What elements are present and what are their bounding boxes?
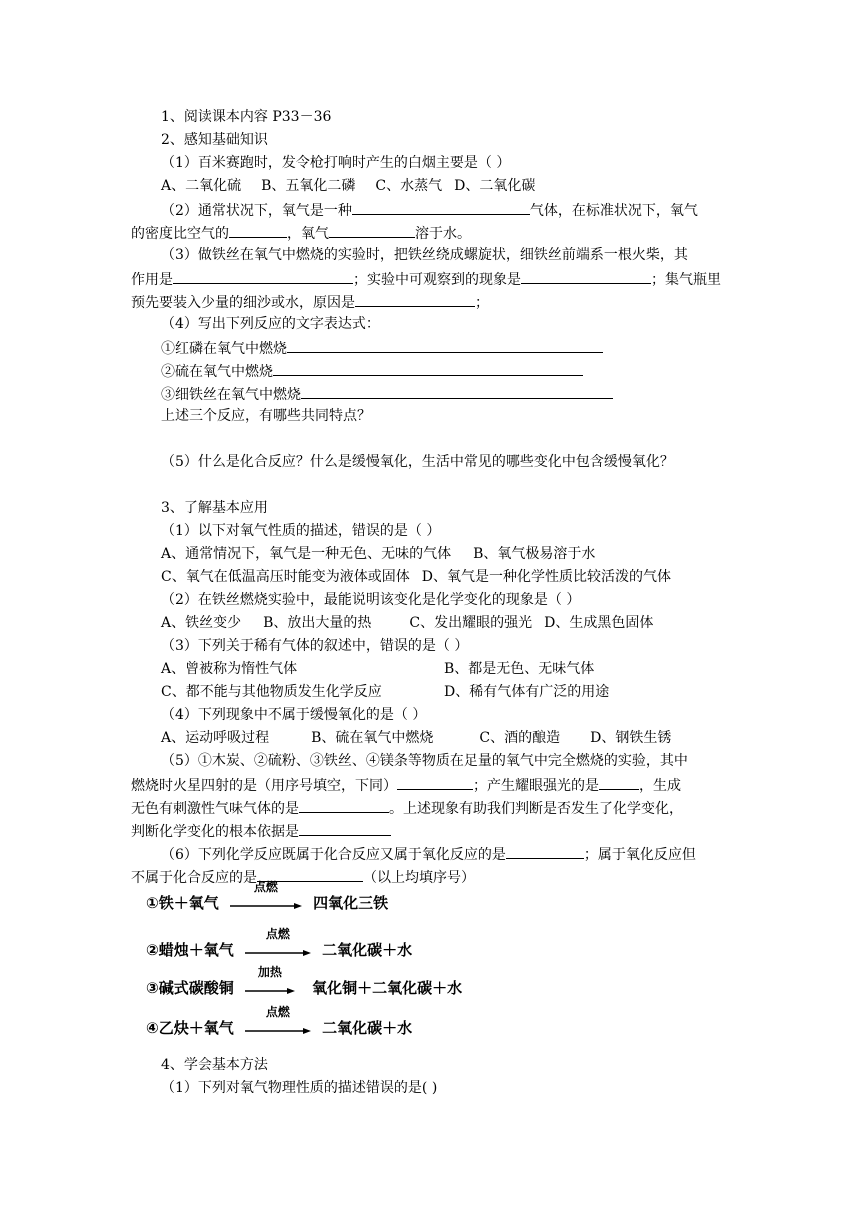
question-3-1: （1）以下对氧气性质的描述，错误的是（ ） — [161, 523, 441, 539]
blank-equation-2[interactable] — [273, 360, 583, 376]
option-b: B、氧气极易溶于水 — [473, 546, 596, 562]
option-d: D、生成黑色固体 — [544, 615, 654, 631]
question-3-4-options — [161, 728, 671, 748]
option-b: B、硫在氧气中燃烧 — [311, 730, 434, 746]
question-3-3-option-c: C、都不能与其他物质发生化学反应 — [161, 684, 382, 700]
arrow-icon: 点燃 — [245, 1019, 311, 1039]
option-c: C、氧气在低温高压时能变为液体或固体 — [161, 569, 410, 585]
section-1-heading: 1、阅读课本内容 P33－36 — [161, 109, 332, 125]
question-2-4: （4）写出下列反应的文字表达式： — [161, 316, 380, 332]
arrow-icon: 点燃 — [245, 941, 311, 961]
question-2-1: （1）百米赛跑时，发令枪打响时产生的白烟主要是（ ） — [161, 155, 511, 171]
question-2-2-line1: （2）通常状况下，氧气是一种 气体，在标准状况下，氧气 — [161, 199, 698, 221]
section-2-heading: 2、感知基础知识 — [161, 132, 268, 148]
blank-oxygen-appearance[interactable] — [352, 199, 530, 215]
question-3-3-option-d: D、稀有气体有广泛的用途 — [444, 684, 610, 700]
equation-3: ③碱式碳酸铜 加热 氧化铜＋二氧化碳＋水 — [146, 964, 463, 997]
question-2-2-line2: 的密度比空气的 ，氧气 溶于水。 — [131, 222, 471, 244]
option-a: A、铁丝变少 — [161, 615, 242, 631]
question-3-3-option-a: A、曾被称为惰性气体 — [161, 661, 298, 677]
question-3-2-options — [161, 613, 653, 633]
arrow-icon: 点燃 — [230, 894, 302, 914]
question-2-4-item-1: ①红磷在氧气中燃烧 — [161, 337, 603, 359]
question-3-4: （4）下列现象中不属于缓慢氧化的是（ ） — [161, 707, 427, 723]
blank-equation-1[interactable] — [287, 337, 603, 353]
question-3-3: （3）下列关于稀有气体的叙述中，错误的是（ ） — [161, 638, 469, 654]
option-c: C、水蒸气 — [375, 178, 443, 194]
question-2-3-line3: 预先要装入少量的细沙或水，原因是 ； — [131, 291, 489, 313]
option-b: B、五氧化二磷 — [261, 178, 356, 194]
question-3-5-line4: 判断化学变化的根本依据是 — [131, 820, 391, 842]
question-3-5-line3: 无色有刺激性气味气体的是 。上述现象有助我们判断是否发生了化学变化， — [131, 797, 683, 819]
option-d: D、钢铁生锈 — [590, 730, 672, 746]
question-3-5-line1: （5）①木炭、②硫粉、③铁丝、④镁条等物质在足量的氧气中完全燃烧的实验，其中 — [161, 753, 688, 769]
question-2-4-item-2: ②硫在氧气中燃烧 — [161, 360, 583, 382]
blank-combination-oxidation[interactable] — [506, 843, 584, 859]
arrow-icon: 加热 — [245, 979, 295, 999]
section-4-heading: 4、学会基本方法 — [161, 1057, 268, 1073]
blank-density[interactable] — [229, 222, 287, 238]
blank-equation-3[interactable] — [301, 383, 613, 399]
option-c: C、酒的酿造 — [479, 730, 561, 746]
blank-solubility[interactable] — [329, 222, 415, 238]
question-3-3-option-b: B、都是无色、无味气体 — [444, 661, 595, 677]
option-a: A、通常情况下，氧气是一种无色、无味的气体 — [161, 546, 452, 562]
equation-2: ②蜡烛＋氧气 点燃 二氧化碳＋水 — [146, 926, 413, 959]
option-a: A、运动呼吸过程 — [161, 730, 270, 746]
blank-match-purpose[interactable] — [173, 268, 353, 284]
question-3-1-options-ab — [161, 544, 595, 564]
question-2-3-line1: （3）做铁丝在氧气中燃烧的实验时，把铁丝绕成螺旋状，细铁丝前端系一根火柴，其 — [161, 247, 688, 263]
option-c: C、发出耀眼的强光 — [409, 615, 533, 631]
question-2-1-options — [161, 176, 535, 196]
question-2-3-line2: 作用是 ；实验中可观察到的现象是 ；集气瓶里 — [131, 268, 721, 290]
question-2-4-common: 上述三个反应，有哪些共同特点？ — [161, 408, 371, 424]
section-3-heading: 3、了解基本应用 — [161, 500, 268, 516]
question-3-1-options-cd — [161, 567, 671, 587]
question-3-5-line2: 燃烧时火星四射的是（用序号填空，下同） ；产生耀眼强光的是 ，生成 — [131, 774, 681, 796]
option-b: B、放出大量的热 — [263, 615, 372, 631]
equation-4: ④乙炔＋氧气 点燃 二氧化碳＋水 — [146, 1004, 413, 1037]
question-3-6-line2: 不属于化合反应的是 （以上均填序号） — [131, 866, 475, 888]
equation-1: ①铁＋氧气 点燃 四氧化三铁 — [146, 879, 389, 912]
blank-pungent-gas[interactable] — [299, 797, 389, 813]
question-2-5: （5）什么是化合反应？什么是缓慢氧化，生活中常见的哪些变化中包含缓慢氧化？ — [161, 454, 674, 470]
option-d: D、二氧化碳 — [454, 178, 536, 194]
question-3-2: （2）在铁丝燃烧实验中，最能说明该变化是化学变化的现象是（ ） — [161, 592, 581, 608]
blank-basis[interactable] — [299, 820, 391, 836]
blank-reason[interactable] — [355, 291, 475, 307]
question-4-1: （1）下列对氧气物理性质的描述错误的是( ) — [161, 1080, 438, 1096]
question-3-6-line1: （6）下列化学反应既属于化合反应又属于氧化反应的是 ；属于氧化反应但 — [161, 843, 696, 865]
blank-sparks[interactable] — [397, 774, 473, 790]
blank-phenomenon[interactable] — [521, 268, 651, 284]
question-2-4-item-3: ③细铁丝在氧气中燃烧 — [161, 383, 613, 405]
option-a: A、二氧化硫 — [161, 178, 242, 194]
option-d: D、氧气是一种化学性质比较活泼的气体 — [421, 569, 671, 585]
blank-bright-light[interactable] — [599, 774, 639, 790]
